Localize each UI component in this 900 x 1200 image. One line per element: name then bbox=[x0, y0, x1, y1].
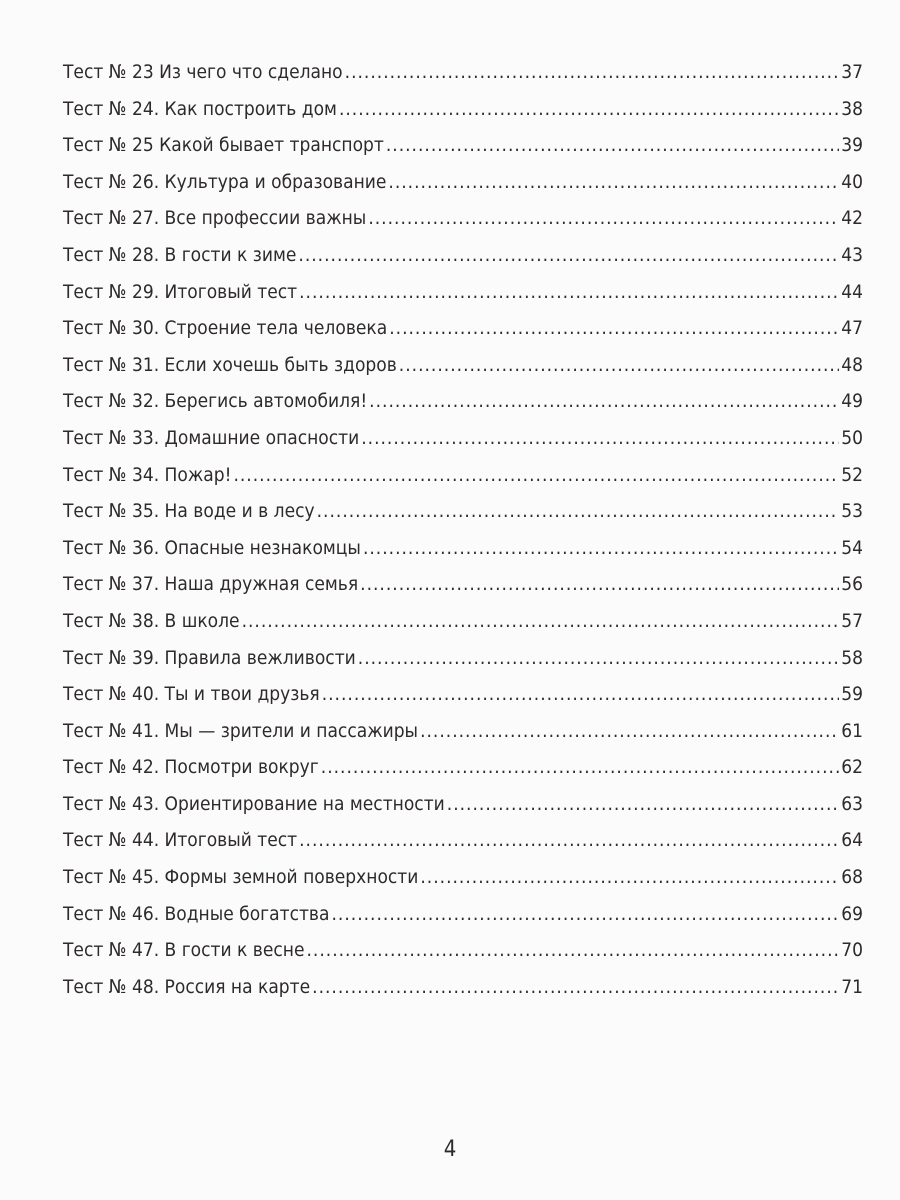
toc-entry-page: 48 bbox=[841, 353, 863, 376]
page-number: 4 bbox=[443, 1137, 457, 1162]
toc-entry-title: Тест № 39. Правила вежливости bbox=[63, 646, 356, 669]
toc-entry-page: 57 bbox=[841, 609, 863, 632]
toc-entry bbox=[63, 825, 863, 862]
toc-entry-title: Тест № 42. Посмотри вокруг bbox=[63, 756, 319, 779]
toc-entry-page: 68 bbox=[841, 866, 863, 889]
toc-entry-title: Тест № 44. Итоговый тест bbox=[63, 829, 298, 852]
toc-entry-title: Тест № 26. Культура и образование bbox=[63, 170, 387, 193]
toc-entry-title: Тест № 47. В гости к весне bbox=[63, 939, 305, 962]
dot-leader bbox=[339, 94, 839, 124]
dot-leader bbox=[321, 752, 839, 782]
toc-entry-title: Тест № 41. Мы — зрители и пассажиры bbox=[63, 719, 419, 742]
toc-entry bbox=[63, 240, 863, 277]
toc-entry-page: 56 bbox=[841, 573, 863, 596]
dot-leader bbox=[363, 533, 839, 563]
toc-entry-page: 37 bbox=[841, 61, 863, 83]
toc-entry-page: 43 bbox=[841, 243, 863, 266]
toc-entry-title: Тест № 24. Как построить дом bbox=[63, 97, 337, 120]
dot-leader bbox=[233, 460, 839, 490]
toc-entry bbox=[63, 972, 863, 1009]
toc-entry bbox=[63, 935, 863, 972]
dot-leader bbox=[299, 825, 839, 855]
toc-entry-title: Тест № 48. Россия на карте bbox=[63, 975, 311, 998]
toc-entry-page: 49 bbox=[841, 390, 863, 413]
toc-entry-page: 62 bbox=[841, 756, 863, 779]
dot-leader bbox=[389, 313, 839, 343]
toc-entry-page: 63 bbox=[841, 792, 863, 815]
toc-entry-title: Тест № 28. В гости к зиме bbox=[63, 243, 297, 266]
toc-entry bbox=[63, 643, 863, 680]
toc-entry-page: 44 bbox=[841, 280, 863, 303]
dot-leader bbox=[420, 862, 839, 892]
toc-entry bbox=[63, 313, 863, 350]
toc-entry-page: 42 bbox=[841, 207, 863, 230]
toc-entry-title: Тест № 30. Строение тела человека bbox=[63, 317, 388, 340]
toc-entry bbox=[63, 716, 863, 753]
toc-entry-title: Тест № 36. Опасные незнакомцы bbox=[63, 536, 361, 559]
toc-entry-page: 54 bbox=[841, 536, 863, 559]
toc-entry-title: Тест № 38. В школе bbox=[63, 609, 240, 632]
toc-entry-page: 64 bbox=[841, 829, 863, 852]
toc-entry-page: 38 bbox=[841, 97, 863, 120]
toc-entry bbox=[63, 167, 863, 204]
toc-entry bbox=[63, 679, 863, 716]
dot-leader bbox=[345, 57, 840, 87]
toc-entry-title: Тест № 43. Ориентирование на местности bbox=[63, 792, 445, 815]
toc-entry-title: Тест № 46. Водные богатства bbox=[63, 902, 330, 925]
dot-leader bbox=[369, 386, 839, 416]
toc-entry bbox=[63, 862, 863, 899]
dot-leader bbox=[388, 167, 839, 197]
toc-entry bbox=[63, 752, 863, 789]
toc-entry-title: Тест № 34. Пожар! bbox=[63, 463, 232, 486]
dot-leader bbox=[368, 203, 839, 233]
toc-entry-page: 71 bbox=[841, 975, 863, 998]
dot-leader bbox=[298, 240, 839, 270]
toc-entry bbox=[63, 899, 863, 936]
toc-entry bbox=[63, 569, 863, 606]
dot-leader bbox=[447, 789, 839, 819]
dot-leader bbox=[312, 972, 839, 1002]
toc-entry bbox=[63, 57, 863, 94]
toc-entry-title: Тест № 40. Ты и твои друзья bbox=[63, 683, 320, 706]
toc-entry-page: 39 bbox=[841, 134, 863, 157]
table-of-contents bbox=[63, 57, 863, 1008]
toc-entry-page: 50 bbox=[841, 426, 863, 449]
toc-entry bbox=[63, 496, 863, 533]
toc-entry bbox=[63, 533, 863, 570]
dot-leader bbox=[331, 899, 839, 929]
toc-entry-title: Тест № 33. Домашние опасности bbox=[63, 426, 360, 449]
toc-entry-title: Тест № 29. Итоговый тест bbox=[63, 280, 298, 303]
toc-entry-title: Тест № 45. Формы земной поверхности bbox=[63, 866, 419, 889]
toc-entry bbox=[63, 203, 863, 240]
dot-leader bbox=[306, 935, 839, 965]
toc-entry bbox=[63, 386, 863, 423]
toc-entry bbox=[63, 460, 863, 497]
toc-entry bbox=[63, 130, 863, 167]
dot-leader bbox=[420, 716, 839, 746]
dot-leader bbox=[299, 277, 839, 307]
toc-entry-title: Тест № 32. Берегись автомобиля! bbox=[63, 390, 368, 413]
toc-entry bbox=[63, 277, 863, 314]
toc-entry bbox=[63, 94, 863, 131]
toc-entry-title: Тест № 23 Из чего что сделано bbox=[63, 61, 343, 83]
toc-entry bbox=[63, 350, 863, 387]
toc-entry-page: 58 bbox=[841, 646, 863, 669]
toc-entry-page: 40 bbox=[841, 170, 863, 193]
toc-entry-page: 52 bbox=[841, 463, 863, 486]
toc-entry-title: Тест № 31. Если хочешь быть здоров bbox=[63, 353, 397, 376]
toc-entry-page: 59 bbox=[841, 683, 863, 706]
dot-leader bbox=[399, 350, 839, 380]
dot-leader bbox=[242, 606, 840, 636]
toc-entry bbox=[63, 423, 863, 460]
toc-entry-page: 70 bbox=[841, 939, 863, 962]
toc-entry-title: Тест № 35. На воде и в лесу bbox=[63, 500, 315, 523]
dot-leader bbox=[358, 643, 839, 673]
toc-entry bbox=[63, 789, 863, 826]
toc-entry-page: 69 bbox=[841, 902, 863, 925]
dot-leader bbox=[386, 130, 839, 160]
dot-leader bbox=[360, 569, 839, 599]
toc-entry bbox=[63, 606, 863, 643]
toc-entry-title: Тест № 37. Наша дружная семья bbox=[63, 573, 359, 596]
toc-entry-title: Тест № 27. Все профессии важны bbox=[63, 207, 367, 230]
dot-leader bbox=[361, 423, 839, 453]
dot-leader bbox=[322, 679, 840, 709]
toc-entry-page: 61 bbox=[841, 719, 863, 742]
toc-entry-page: 53 bbox=[841, 500, 863, 523]
toc-entry-title: Тест № 25 Какой бывает транспорт bbox=[63, 134, 384, 157]
toc-entry-page: 47 bbox=[841, 317, 863, 340]
dot-leader bbox=[317, 496, 840, 526]
